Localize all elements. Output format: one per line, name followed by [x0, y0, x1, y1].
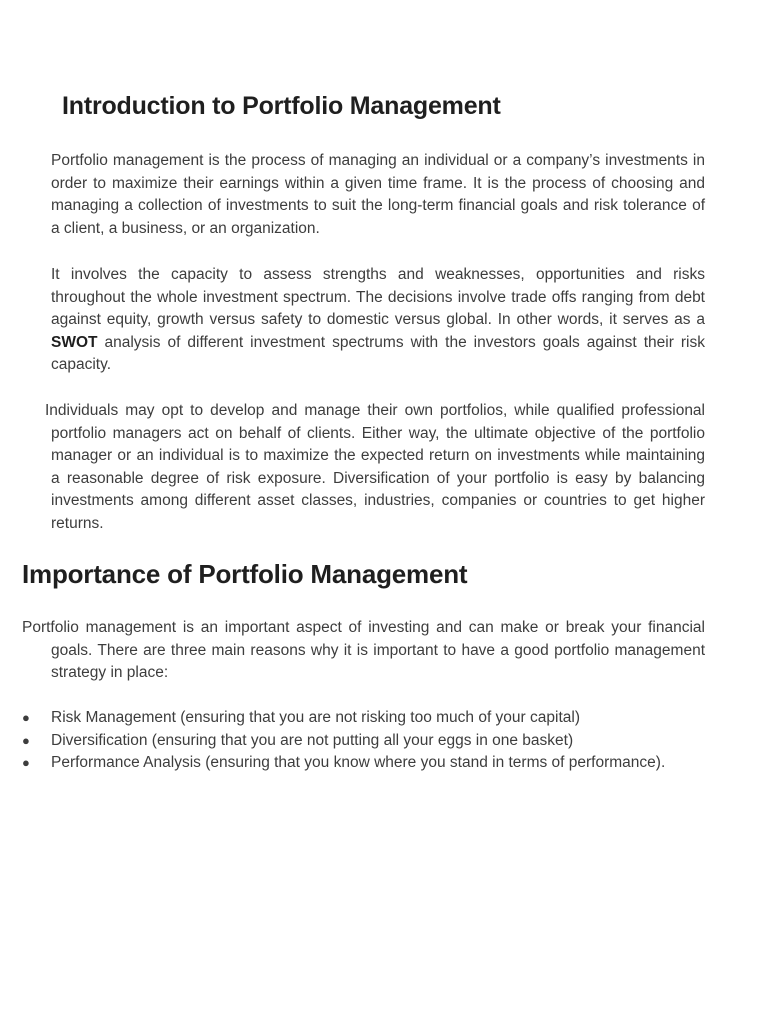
intro-paragraph-2	[51, 264, 705, 377]
list-item	[22, 752, 722, 775]
page-title: Introduction to Portfolio Management	[62, 92, 501, 120]
section-paragraph: Portfolio management is an important aspect of investing and can make or break your financial goals. There are three main reasons why it is important to have a good portfolio management strategy in place:	[22, 619, 705, 681]
intro-paragraph-2-text-after: analysis of different investment spectrums with the investors goals against their risk capacity.	[51, 333, 705, 373]
list-item	[22, 730, 722, 753]
bullet-icon: ●	[22, 732, 30, 748]
intro-paragraph-1: Portfolio management is the process of managing an individual or a company’s investments in order to maximize their earnings within a given time frame. It is the process of choosing and managing a collection of investments to suit the long-term financial goals and risk tolerance of a client, a business, or an organization.	[51, 152, 705, 237]
bullet-icon: ●	[22, 710, 30, 725]
list-item-text: Performance Analysis (ensuring that you know where you stand in terms of performance).	[51, 754, 666, 771]
list-item-text: Diversification (ensuring that you are not putting all your eggs in one basket)	[51, 731, 574, 749]
list-item-text: Risk Management (ensuring that you are not risking too much of your capital)	[51, 709, 580, 726]
list-item	[22, 707, 722, 730]
bullet-icon: ●	[22, 755, 30, 770]
intro-paragraph-3: Individuals may opt to develop and manage their own portfolios, while qualified professional portfolio managers act on behalf of clients. Either way, the ultimate objective of the portfolio manager or an individual is to maximize the expected return on investments while maintaining a reasonable degree of risk exposure. Diversification of your portfolio is easy by balancing investments among different asset classes, industries, companies or countries to get higher returns.	[45, 402, 705, 532]
bullet-list	[22, 707, 722, 775]
intro-paragraph-2-text-before: It involves the capacity to assess strengths and weaknesses, opportunities and risks throughout the whole investment spectrum. The decisions involve trade offs ranging from debt against equity, growth versus safety to domestic versus global. In other words, it serves as a	[51, 266, 705, 328]
swot-bold-term: SWOT	[51, 333, 98, 351]
section-heading: Importance of Portfolio Management	[22, 559, 468, 589]
